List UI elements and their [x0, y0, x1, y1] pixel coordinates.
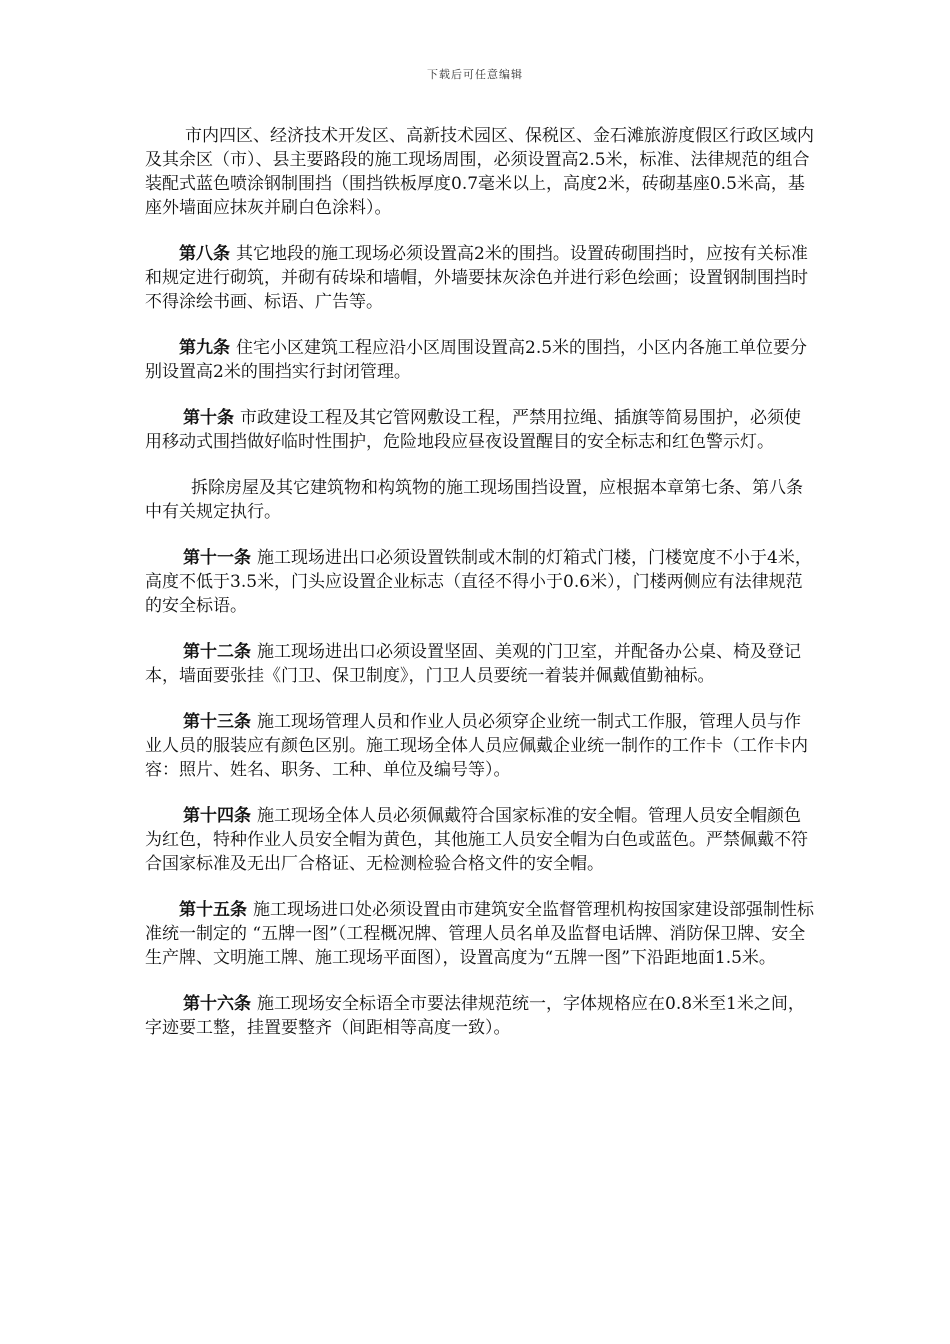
paragraph-article-16: [145, 992, 815, 1040]
paragraph-text: 住宅小区建筑工程应沿小区周围设置高2.5米的围挡，小区内各施工单位要分别设置高2米的围挡实行封闭管理。: [145, 338, 808, 382]
paragraph-article-10: [145, 406, 815, 454]
paragraph-text: 拆除房屋及其它建筑物和构筑物的施工现场围挡设置，应根据本章第七条、第八条中有关规定执行。: [145, 478, 803, 522]
article-number: 第十五条: [179, 900, 247, 920]
article-number: 第九条: [179, 338, 230, 358]
paragraph-article-8: [145, 242, 815, 314]
paragraph-article-11: [145, 546, 815, 618]
paragraph-article-15: [145, 898, 815, 970]
article-number: 第十六条: [183, 994, 251, 1014]
article-number: 第十四条: [183, 806, 251, 826]
paragraph-text: 施工现场进出口必须设置铁制或木制的灯箱式门楼，门楼宽度不小于4米，高度不低于3.5米，门头应设置企业标志（直径不得小于0.6米），门楼两侧应有法律规范的安全标语。: [145, 548, 812, 616]
paragraph-demolition: [145, 476, 815, 524]
paragraph-text: 施工现场全体人员必须佩戴符合国家标准的安全帽。管理人员安全帽颜色为红色，特种作业人员安全帽为黄色，其他施工人员安全帽为白色或蓝色。严禁佩戴不符合国家标准及无出厂合格证、无检测检验合格文件的安全帽。: [145, 806, 808, 874]
paragraph-text: 施工现场进口处必须设置由市建筑安全监督管理机构按国家建设部强制性标准统一制定的 “五牌一图”（工程概况牌、管理人员名单及监督电话牌、消防保卫牌、安全生产牌、文明施工牌、施工现场平面图），设置高度为“五牌一图”下沿距地面1.5米。: [145, 900, 814, 968]
paragraph-article-9: [145, 336, 815, 384]
header-note: 下载后可任意编辑: [427, 68, 523, 81]
article-number: 第十二条: [183, 642, 251, 662]
paragraph-text: 市政建设工程及其它管网敷设工程，严禁用拉绳、插旗等简易围护，必须使用移动式围挡做好临时性围护，危险地段应昼夜设置醒目的安全标志和红色警示灯。: [145, 408, 801, 452]
paragraph-text: 施工现场安全标语全市要法律规范统一，字体规格应在0.8米至1米之间，字迹要工整，挂置要整齐（间距相等高度一致）。: [145, 994, 805, 1038]
article-number: 第十条: [183, 408, 234, 428]
paragraph-text: 施工现场管理人员和作业人员必须穿企业统一制式工作服，管理人员与作业人员的服装应有颜色区别。施工现场全体人员应佩戴企业统一制作的工作卡（工作卡内容：照片、姓名、职务、工种、单位及编号等）。: [145, 712, 808, 780]
paragraph-article-12: [145, 640, 815, 688]
paragraph-text: 施工现场进出口必须设置坚固、美观的门卫室，并配备办公桌、椅及登记本，墙面要张挂《门卫、保卫制度》，门卫人员要统一着装并佩戴值勤袖标。: [145, 642, 801, 686]
paragraph-text: 市内四区、经济技术开发区、高新技术园区、保税区、金石滩旅游度假区行政区域内及其余区（市）、县主要路段的施工现场周围，必须设置高2.5米，标准、法律规范的组合装配式蓝色喷涂钢制围挡（围挡铁板厚度0.7毫米以上，高度2米，砖砌基座0.5米高，基座外墙面应抹灰并刷白色涂料）。: [145, 126, 814, 218]
article-number: 第十三条: [183, 712, 251, 732]
paragraph-article-14: [145, 804, 815, 876]
article-number: 第八条: [179, 244, 230, 264]
paragraph-text: 其它地段的施工现场必须设置高2米的围挡。设置砖砌围挡时，应按有关标准和规定进行砌筑，并砌有砖垛和墙帽，外墙要抹灰涂色并进行彩色绘画；设置钢制围挡时不得涂绘书画、标语、广告等。: [145, 244, 808, 312]
paragraph-article-13: [145, 710, 815, 782]
article-number: 第十一条: [183, 548, 251, 568]
paragraph-1: [145, 124, 815, 220]
document-body: [145, 124, 815, 1062]
